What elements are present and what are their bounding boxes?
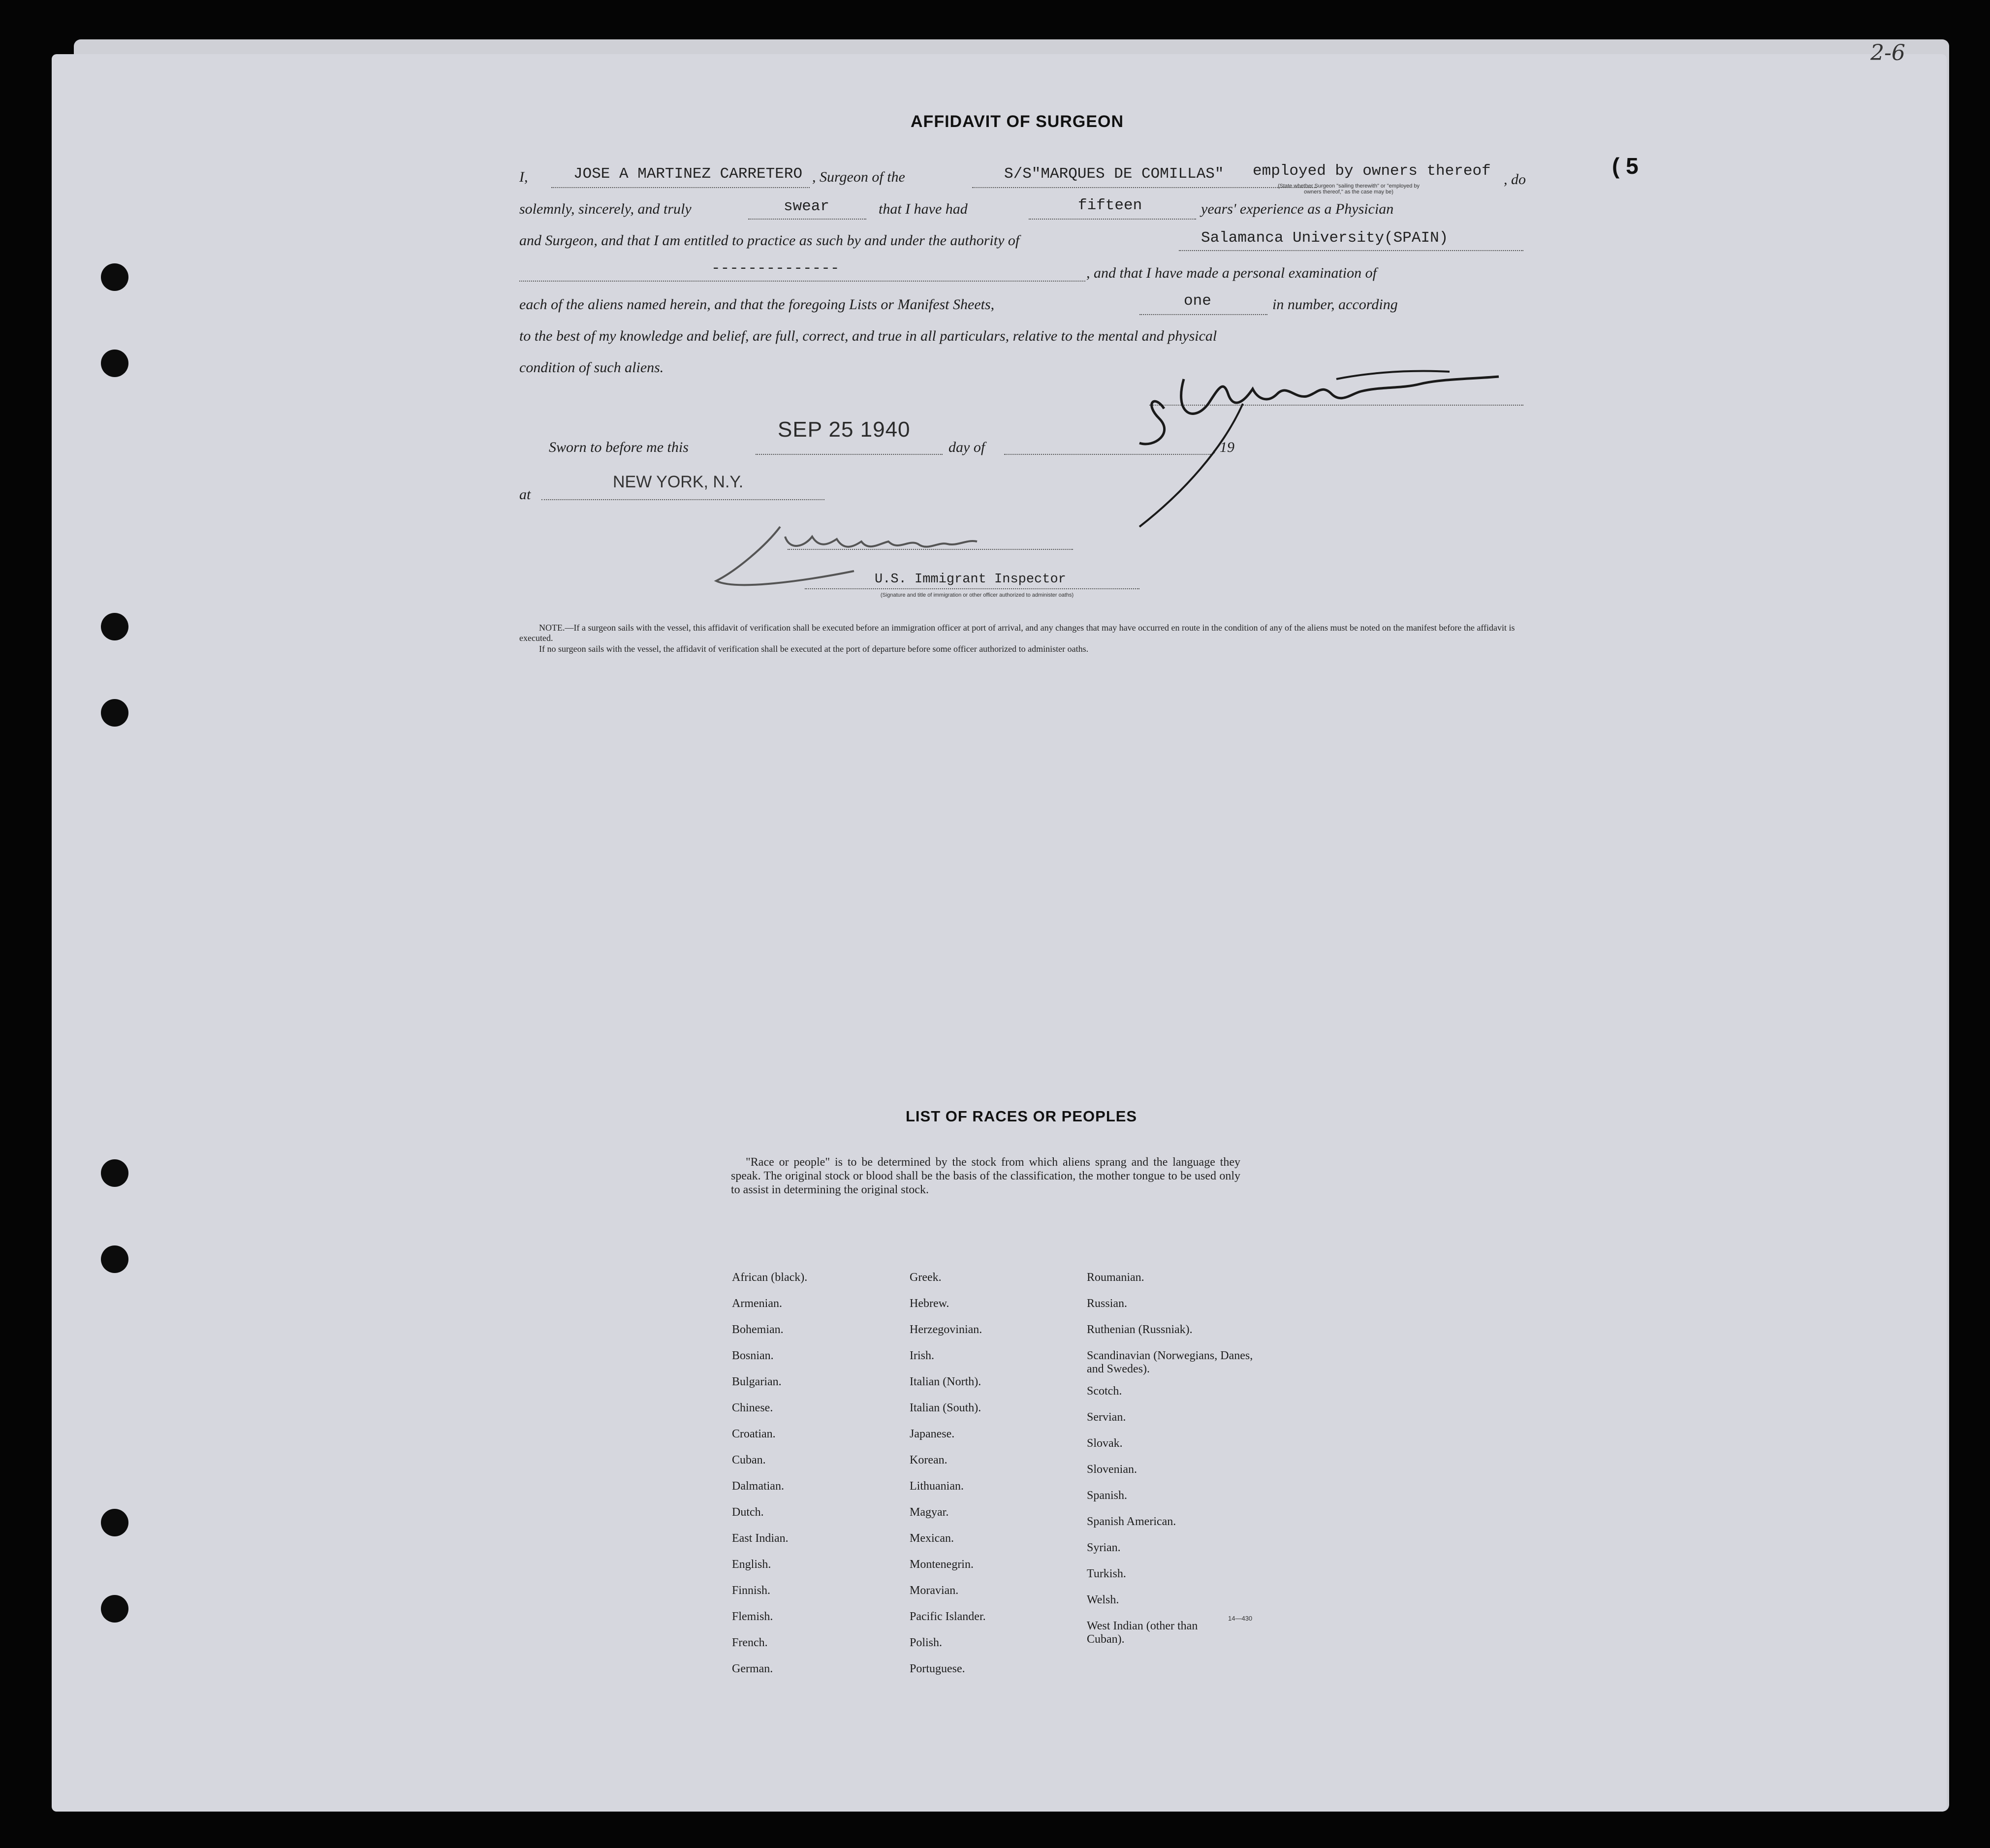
race-item: Finnish. [732,1584,771,1597]
sworn-prefix: Sworn to before me this [549,439,689,455]
years-underline [1029,219,1196,220]
line2-prefix: solemnly, sincerely, and truly [519,201,692,217]
race-item: Bohemian. [732,1323,784,1336]
inspector-title-line [805,588,1139,589]
race-item: Hebrew. [910,1297,949,1310]
month-underline [1004,454,1211,455]
race-item: Welsh. [1087,1593,1119,1606]
licensing-authority: Salamanca University(SPAIN) [1201,229,1449,247]
year-prefix: , 19 [1212,439,1234,455]
races-column-3 [1087,1271,1254,1659]
sheets-underline [1139,314,1267,315]
race-item: English. [732,1558,771,1571]
vessel-name: S/S"MARQUES DE COMILLAS" [1004,165,1224,183]
race-item: Ruthenian (Russniak). [1087,1323,1193,1336]
oath-underline [748,219,866,220]
line2-end: years' experience as a Physician [1201,201,1394,217]
years-experience: fifteen [1078,197,1142,214]
race-item: Scotch. [1087,1385,1122,1398]
race-item: Italian (North). [910,1375,981,1388]
binder-hole [101,350,128,377]
line2-mid: that I have had [879,201,968,217]
race-item: Scandinavian (Norwegians, Danes, and Swedes). [1087,1349,1253,1375]
race-item: Irish. [910,1349,934,1362]
race-item: Servian. [1087,1411,1126,1424]
race-item: Spanish. [1087,1489,1128,1502]
line7: condition of such aliens. [519,359,664,376]
race-item: Armenian. [732,1297,782,1310]
sworn-date-underline [756,454,943,455]
affidavit-note-2: If no surgeon sails with the vessel, the affidavit of verification shall be executed at the port of departure before some officer authorized to administer oaths. [539,644,1089,654]
sheet-count: one [1184,292,1211,310]
authority-underline-2 [519,281,1085,282]
employment-caption: (State whether Surgeon "sailing therewith" or "employed by owners thereof," as the case may be) [1277,183,1420,195]
place-stamp: NEW YORK, N.Y. [613,473,744,491]
sworn-date-stamp: SEP 25 1940 [778,417,911,442]
binder-hole [101,1595,128,1623]
race-item: Lithuanian. [910,1480,964,1493]
races-column-2 [910,1271,986,1689]
race-item: Dalmatian. [732,1480,784,1493]
binder-hole [101,699,128,727]
binder-hole [101,613,128,640]
document-page [52,40,1947,1812]
line1-end: , do [1504,171,1526,188]
race-item: West Indian (other than Cuban). [1087,1620,1198,1646]
binder-hole [101,1159,128,1187]
race-item: Roumanian. [1087,1271,1144,1284]
race-item: African (black). [732,1271,808,1284]
binder-hole [101,263,128,291]
race-item: Greek. [910,1271,942,1284]
race-item: Syrian. [1087,1541,1121,1554]
race-item: Polish. [910,1636,943,1649]
race-item: Turkish. [1087,1567,1126,1580]
inspector-caption: (Signature and title of immigration or other officer authorized to administer oaths) [880,592,1074,598]
binder-hole [101,1245,128,1273]
race-item: Mexican. [910,1532,954,1545]
race-item: Montenegrin. [910,1558,974,1571]
line1-mid: , Surgeon of the [812,169,905,185]
race-item: Flemish. [732,1610,773,1623]
place-underline [541,499,824,500]
line6: to the best of my knowledge and belief, are full, correct, and true in all particulars, relative to the mental and physical [519,328,1217,344]
race-item: Chinese. [732,1402,773,1414]
inspector-title: U.S. Immigrant Inspector [875,572,1066,587]
line3-prefix: and Surgeon, and that I am entitled to practice as such by and under the authority of [519,232,1020,249]
binder-hole [101,1509,128,1536]
race-item: Korean. [910,1454,948,1466]
affidavit-title: AFFIDAVIT OF SURGEON [911,112,1124,131]
race-item: Pacific Islander. [910,1610,986,1623]
employment-status: employed by owners thereof [1253,162,1491,180]
race-item: Herzegovinian. [910,1323,982,1336]
race-item: Japanese. [910,1428,955,1440]
sheet-number-mark: ( 5 [1612,153,1639,179]
surgeon-name: JOSE A MARTINEZ CARRETERO [573,165,803,183]
race-item: Moravian. [910,1584,959,1597]
race-item: Croatian. [732,1428,776,1440]
race-item: Bulgarian. [732,1375,782,1388]
race-item: Slovak. [1087,1437,1123,1450]
form-number: 14—430 [1228,1615,1253,1622]
inspector-signature-line [788,549,1073,550]
race-item: Spanish American. [1087,1515,1176,1528]
oath-word: swear [784,198,830,215]
authority-continuation: -------------- [711,260,840,277]
at-label: at [519,486,531,503]
race-item: Bosnian. [732,1349,774,1362]
surgeon-name-underline [551,187,810,188]
line1-prefix: I, [519,169,528,185]
races-title: LIST OF RACES OR PEOPLES [906,1108,1137,1125]
day-of-label: day of [948,439,985,455]
corner-handwritten-note: 2-6 [1870,40,1905,65]
line5-end: in number, according [1272,296,1398,313]
race-item: Slovenian. [1087,1463,1137,1476]
race-item: French. [732,1636,768,1649]
race-item: Italian (South). [910,1402,981,1414]
surgeon-signature [1125,350,1528,537]
vessel-underline [972,187,1317,188]
race-item: East Indian. [732,1532,789,1545]
races-intro: "Race or people" is to be determined by the stock from which aliens sprang and the language they speak. The original stock or blood shall be the basis of the classification, the mother tongue to be used only to assist in determining the original stock. [731,1156,1240,1196]
race-item: Dutch. [732,1506,764,1519]
line4-end: , and that I have made a personal examination of [1086,265,1377,281]
authority-underline [1179,250,1523,251]
affidavit-note-1: NOTE.—If a surgeon sails with the vessel, this affidavit of verification shall be executed before an immigration officer at port of arrival, and any changes that may have occurred en route in the condition of any of the aliens must be noted on the manifest before the affidavit is executed. [519,623,1515,643]
race-item: Portuguese. [910,1662,965,1675]
race-item: Cuban. [732,1454,766,1466]
races-column-1 [732,1271,807,1689]
race-item: German. [732,1662,773,1675]
race-item: Russian. [1087,1297,1128,1310]
line5-prefix: each of the aliens named herein, and that the foregoing Lists or Manifest Sheets, [519,296,995,313]
race-item: Magyar. [910,1506,949,1519]
